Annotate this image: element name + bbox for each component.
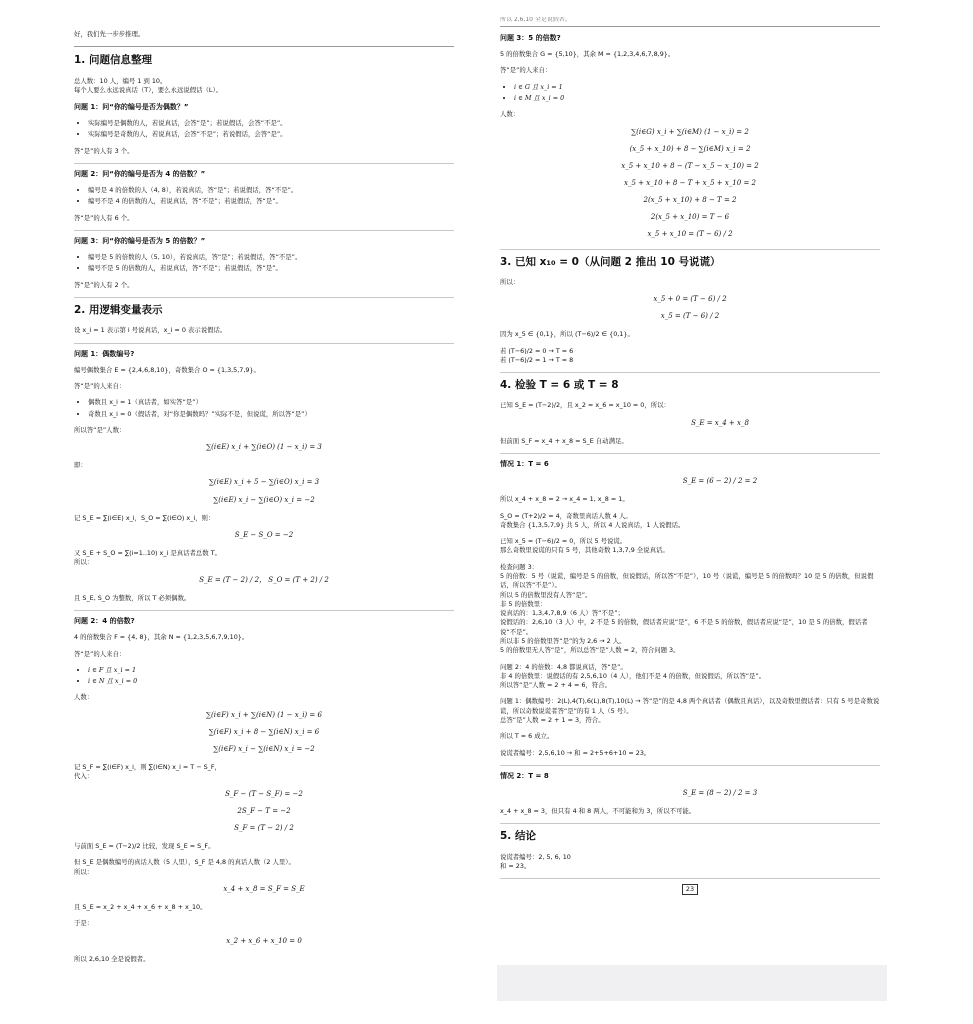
divider [500,26,880,27]
bullet-list [514,83,880,104]
paragraph: 总人数：10 人，编号 1 到 10。 每个人要么永远说真话（T），要么永远说假话（L）。 [74,76,223,94]
equation: ∑(i∈E) x_i + ∑(i∈O) (1 − x_i) = 3 [206,443,322,452]
divider [74,297,454,298]
paragraph: 但 S_E 是偶数编号的真话人数（5 人里），S_F 是 4,8 的真话人数（2 人里）。 所以： [74,858,295,876]
list-item: • 编号不是 4 的倍数的人，若说真话，答“不是”；若说假话，答“是”。 [88,197,454,206]
equation: S_E = x_4 + x_8 [691,418,749,427]
intro-text: 好，我们先一步步推理。 [74,30,145,38]
equation: S_E = (8 − 2) / 2 = 3 [682,788,758,797]
paragraph: x_4 + x_8 = 3，但只有 4 和 8 两人，不可能和为 3，所以不可能。 [500,807,696,816]
question-2-heading: 问题 2：问“你的编号是否为 4 的倍数？” [74,170,206,179]
paragraph: 与前面 S_E = (T−2)/2 比较，发现 S_E = S_F。 [74,842,215,851]
paragraph: 说谎者编号：2, 5, 6, 10 和 = 23。 [500,852,571,870]
empty-footer-area [497,965,887,1001]
case-1-heading: 情况 1：T = 6 [500,460,549,469]
list-item: • i ∈ M 且 x_i = 0 [514,94,880,103]
paragraph: 所以 2,6,10 全是说假者。 [74,954,150,963]
paragraph: 记 S_E = ∑(i∈E) x_i，S_O = ∑(i∈O) x_i，则： [74,513,215,522]
paragraph: 说谎者编号：2,5,6,10 → 和 = 2+5+6+10 = 23。 [500,748,651,757]
divider [74,163,454,164]
bullet-list [88,253,454,274]
problem-1-heading: 问题 1：偶数编号? [74,349,135,358]
equation: x_2 + x_6 + x_10 = 0 [226,936,302,945]
list-item: • 编号是 5 的倍数的人（5, 10），若说真话，答“是”；若说假话，答“不是”。 [88,253,454,262]
equation: x_5 = (T − 6) / 2 [660,312,720,321]
equation: S_E = (T − 2) / 2， S_O = (T + 2) / 2 [199,575,329,584]
section-2-heading: 2. 用逻辑变量表示 [74,304,163,317]
equation: 2S_F − T = −2 [237,806,291,815]
equation: 2(x_5 + x_10) + 8 − T = 2 [643,196,737,205]
equation: S_E − S_O = −2 [234,531,294,540]
divider [500,878,880,879]
question-3-heading: 问题 3：问“你的编号是否为 5 的倍数？” [74,237,206,246]
problem-3-heading: 问题 3：5 的倍数? [500,34,561,42]
paragraph: 5 的倍数集合 G = {5,10}，其余 M = {1,2,3,4,6,7,8,9}。 [500,50,675,59]
equation-block [500,127,880,240]
equation: ∑(i∈G) x_i + ∑(i∈M) (1 − x_i) = 2 [631,127,749,136]
divider [74,343,454,344]
list-item: • 编号是 4 的倍数的人（4, 8），若说真话，答“是”；若说假话，答“不是”。 [88,186,454,195]
bullet-list [88,398,454,419]
paragraph: 所以： [500,277,520,286]
equation: ∑(i∈F) x_i − ∑(i∈N) x_i = −2 [213,745,315,753]
divider [74,610,454,611]
paragraph: S_O = (T+2)/2 = 4，奇数里真话人数 4 人。 奇数集合 {1,3,5,7,9} 共 5 人，所以 4 人说真话，1 人说假话。 [500,511,685,529]
paragraph: 答“是”的人来自： [500,66,552,75]
paragraph: 已知 x_5 = (T−6)/2 = 0，所以 5 号说谎。 那么奇数里说谎的只有 5 号，其他奇数 1,3,7,9 全说真话。 [500,537,669,555]
paragraph: 但前面 S_F = x_4 + x_8 = S_E 自动满足。 [500,436,628,445]
paragraph: 问题 1：偶数编号：2(L),4(T),6(L),8(T),10(L) → 答“是”的是 4,8 两个真话者（偶数且真话），以及奇数里假话者：只有 5 号是奇数说谎，所以奇数说谎者答“是”的有 1 人（5 号）。 总答“是”人数 = 2 + 1 = 3，符合。 [500,697,880,724]
divider [74,230,454,231]
equation: x_5 + x_10 = (T − 6) / 2 [647,230,733,239]
section-4-heading: 4. 检验 T = 6 或 T = 8 [500,379,619,392]
bullet-list [88,119,454,140]
equation: ∑(i∈E) x_i − ∑(i∈O) x_i = −2 [213,495,315,504]
equation: ∑(i∈E) x_i + 5 − ∑(i∈O) x_i = 3 [208,478,320,487]
list-item: • i ∈ F 且 x_i = 1 [88,666,454,675]
section-3-heading: 3. 已知 x₁₀ = 0（从问题 2 推出 10 号说谎） [500,255,721,268]
paragraph: 编号偶数集合 E = {2,4,6,8,10}，奇数集合 O = {1,3,5,7,9}。 [74,365,260,374]
section-5-heading: 5. 结论 [500,830,536,843]
equation-block [74,477,454,504]
list-item: • i ∈ G 且 x_i = 1 [514,83,880,92]
paragraph: 答“是”的人来自： [74,381,126,390]
paragraph: 人数： [74,693,94,702]
divider [500,823,880,824]
divider [500,372,880,373]
list-item: • 编号不是 5 的倍数的人，若说真话，答“不是”；若说假话，答“是”。 [88,264,454,273]
list-item: • 奇数且 x_i = 0（假话者，对“你是偶数吗？”实际不是，但说谎，所以答“是”） [88,410,454,419]
section-1-heading: 1. 问题信息整理 [74,54,152,67]
equation: x_5 + x_10 + 8 − T + x_5 + x_10 = 2 [624,178,756,187]
equation: (x_5 + x_10) + 8 − ∑(i∈M) x_i = 2 [629,144,751,153]
case-2-heading: 情况 2：T = 8 [500,771,549,780]
paragraph: 且 S_E = x_2 + x_4 + x_6 + x_8 + x_10。 [74,903,207,912]
paragraph: 检查问题 3： 5 的倍数：5 号（说谎，编号是 5 的倍数，但说假话，所以答“不是”），10 号（说谎，编号是 5 的倍数吗？10 是 5 的倍数，但说假话，所以答“不是”）。 所以 5 的倍数里没有人答“是”。 非 5 的倍数里： 说真话的：1,3,4,7,8,9（6 人）答“不是”； 说假话的：2,6,10（3 人）中，2 不是 5 的倍数，假话者应说“是”，6 不是 5 的倍数，假话者应说“是”，10 是 5 的倍数，假话者说“不是”。 所以非 5 的倍数里答“是”的为 2,6 → 2 人。 5 的倍数里无人答“是”，所以总答“是”人数 = 2，符合问题 3。 [500,562,874,655]
divider [74,46,454,47]
bullet-list [88,666,454,687]
paragraph: 记 S_F = ∑(i∈F) x_i，则 ∑(i∈N) x_i = T − S_F， 代入： [74,763,221,781]
paragraph: 又 S_E + S_O = ∑(i=1..10) x_i 是真话者总数 T。 所以： [74,549,221,567]
answer-text: 答“是”的人有 3 个。 [74,146,134,155]
problem-2-heading: 问题 2：4 的倍数? [74,617,135,626]
list-item: • 实际编号是奇数的人，若说真话，会答“不是”；若说假话，会答“是”。 [88,130,454,139]
paragraph: 答“是”的人来自： [74,649,126,658]
paragraph: 于是： [74,919,94,928]
equation: 2(x_5 + x_10) = T − 6 [650,213,730,222]
bullet-list [88,186,454,207]
equation: x_4 + x_8 = S_F = S_E [223,884,305,893]
equation: x_5 + 0 = (T − 6) / 2 [653,295,727,304]
paragraph: 因为 x_5 ∈ {0,1}，所以 (T−6)/2 ∈ {0,1}。 [500,330,634,339]
paragraph: 人数： [500,110,520,119]
equation-block [500,294,880,321]
equation: S_E = (6 − 2) / 2 = 2 [682,477,758,486]
equation: ∑(i∈F) x_i + ∑(i∈N) (1 − x_i) = 6 [206,710,322,719]
list-item: • i ∈ N 且 x_i = 0 [88,677,454,686]
list-item: • 偶数且 x_i = 1（真话者，如实答“是”） [88,398,454,407]
paragraph: 设 x_i = 1 表示第 i 号说真话，x_i = 0 表示说假话。 [74,326,227,335]
divider [500,249,880,250]
list-item: • 实际编号是偶数的人，若说真话，会答“是”；若说假话，会答“不是”。 [88,119,454,128]
equation-block [74,710,454,754]
paragraph: 若 (T−6)/2 = 0 → T = 6 若 (T−6)/2 = 1 → T = 8 [500,346,574,364]
right-column [500,0,880,1024]
equation-block [74,789,454,833]
paragraph: 4 的倍数集合 F = {4, 8}，其余 N = {1,2,3,5,6,7,9,10}。 [74,633,249,642]
paragraph: 且 S_E, S_O 为整数，所以 T 必须偶数。 [74,593,191,602]
equation: S_F − (T − S_F) = −2 [225,789,303,798]
left-column [74,0,454,1024]
paragraph: 已知 S_E = (T−2)/2，且 x_2 = x_6 = x_10 = 0，所以： [500,401,670,410]
divider [500,765,880,766]
equation: ∑(i∈F) x_i + 8 − ∑(i∈N) x_i = 6 [208,727,320,736]
paragraph: 所以 T = 6 成立。 [500,732,554,741]
paragraph: 所以答“是”人数： [74,425,126,434]
equation: x_5 + x_10 + 8 − (T − x_5 − x_10) = 2 [621,161,759,170]
cut-off-text: 所以 2,6,10 全是说假者。 [500,17,571,23]
answer-text: 答“是”的人有 6 个。 [74,213,134,222]
page-number: 23 [500,884,880,895]
divider [500,453,880,454]
question-1-heading: 问题 1：问“你的编号是否为偶数？” [74,103,189,112]
paragraph: 问题 2：4 的倍数：4,8 都说真话，答“是”。 非 4 的倍数里：说假话的有 2,5,6,10（4 人），他们不是 4 的倍数，但说假话，所以答“是”。 所以答“是”人数 = 2 + 4 = 6，符合。 [500,662,766,690]
paragraph: 即： [74,461,87,470]
answer-text: 答“是”的人有 2 个。 [74,280,134,289]
equation: S_F = (T − 2) / 2 [234,823,294,832]
paragraph: 所以 x_4 + x_8 = 2 → x_4 = 1, x_8 = 1。 [500,495,629,504]
